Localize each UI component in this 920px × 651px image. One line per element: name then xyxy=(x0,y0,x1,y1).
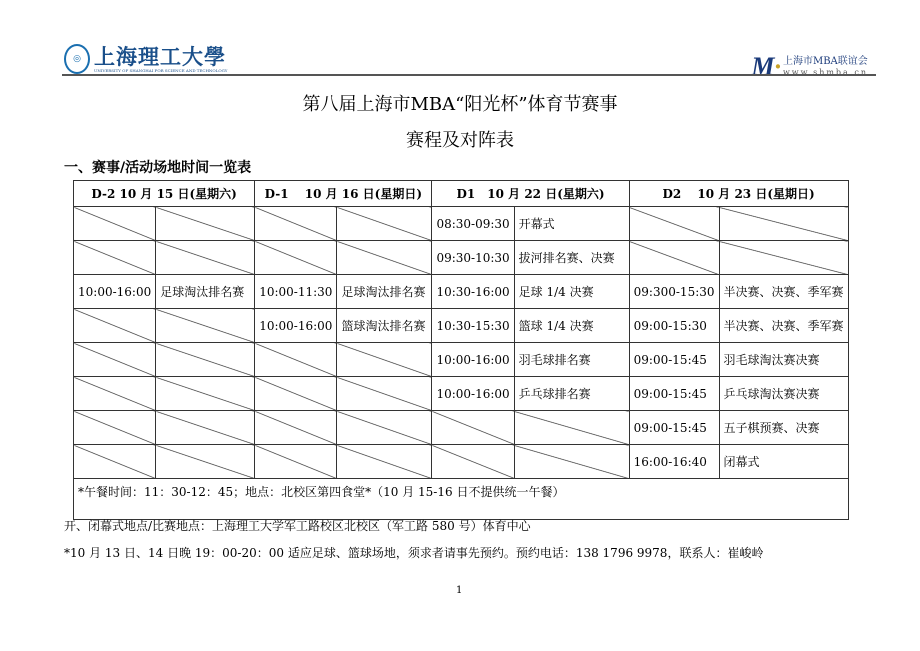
table-row xyxy=(74,343,849,377)
time-cell: 10:30-16:00 xyxy=(432,275,514,309)
university-logo xyxy=(64,44,227,74)
empty-cell xyxy=(255,411,337,445)
table-row xyxy=(74,411,849,445)
event-cell: 羽毛球淘汰赛决赛 xyxy=(719,343,848,377)
time-cell: 08:30-09:30 xyxy=(432,207,514,241)
page-title: 第八届上海市MBA“阳光杯”体育节赛事 xyxy=(302,94,618,115)
time-cell: 09:00-15:45 xyxy=(629,411,719,445)
booking-note: *10 月 13 日、14 日晚 19：00-20：00 适应足球、篮球场地，须求者请事先预约。预约电话：138 1796 9978，联系人：崔峻岭 xyxy=(64,546,764,560)
empty-cell xyxy=(255,377,337,411)
table-row xyxy=(74,241,849,275)
university-name: 上海理工大學 xyxy=(94,43,226,69)
event-cell: 足球淘汰排名赛 xyxy=(337,275,432,309)
event-cell: 乒乓球淘汰赛决赛 xyxy=(719,377,848,411)
time-cell: 10:30-15:30 xyxy=(432,309,514,343)
empty-cell xyxy=(255,445,337,479)
header-divider xyxy=(62,74,876,76)
event-cell: 羽毛球排名赛 xyxy=(514,343,629,377)
empty-cell xyxy=(432,411,514,445)
empty-cell xyxy=(74,309,156,343)
time-cell: 10:00-16:00 xyxy=(432,377,514,411)
table-row xyxy=(74,445,849,479)
empty-cell xyxy=(337,241,432,275)
event-cell: 篮球 1/4 决赛 xyxy=(514,309,629,343)
empty-cell xyxy=(337,377,432,411)
empty-cell xyxy=(629,207,719,241)
university-seal-icon: ◎ xyxy=(64,44,90,74)
empty-cell xyxy=(337,207,432,241)
event-cell: 拔河排名赛、决赛 xyxy=(514,241,629,275)
table-row xyxy=(74,377,849,411)
event-cell: 半决赛、决赛、季军赛 xyxy=(719,309,848,343)
time-cell: 10:00-11:30 xyxy=(255,275,337,309)
empty-cell xyxy=(432,445,514,479)
empty-cell xyxy=(74,241,156,275)
section-heading: 一、赛事/活动场地时间一览表 xyxy=(64,160,252,176)
empty-cell xyxy=(74,445,156,479)
footnote-row xyxy=(74,479,849,520)
empty-cell xyxy=(156,309,255,343)
mba-union-logo xyxy=(751,52,868,82)
venue-note: 开、闭幕式地点/比赛地点：上海理工大学军工路校区北校区（军工路 580 号）体育中心 xyxy=(64,519,531,533)
time-cell: 10:00-16:00 xyxy=(74,275,156,309)
empty-cell xyxy=(74,411,156,445)
empty-cell xyxy=(156,445,255,479)
empty-cell xyxy=(74,343,156,377)
empty-cell xyxy=(74,207,156,241)
time-cell: 09:00-15:45 xyxy=(629,377,719,411)
time-cell: 09:00-15:30 xyxy=(629,309,719,343)
empty-cell xyxy=(156,241,255,275)
union-name: 上海市MBA联谊会 xyxy=(782,56,868,67)
university-subtitle: UNIVERSITY OF SHANGHAI FOR SCIENCE AND TECHNOLOGY xyxy=(94,67,228,73)
event-cell: 乒乓球排名赛 xyxy=(514,377,629,411)
empty-cell xyxy=(156,207,255,241)
page-number: 1 xyxy=(456,585,463,596)
time-cell: 09:00-15:45 xyxy=(629,343,719,377)
empty-cell xyxy=(156,411,255,445)
time-cell: 09:30-10:30 xyxy=(432,241,514,275)
time-cell: 09:300-15:30 xyxy=(629,275,719,309)
empty-cell xyxy=(337,445,432,479)
empty-cell xyxy=(156,377,255,411)
empty-cell xyxy=(74,377,156,411)
event-cell: 开幕式 xyxy=(514,207,629,241)
time-cell: 10:00-16:00 xyxy=(255,309,337,343)
header-d1: D1 10 月 22 日(星期六) xyxy=(432,181,629,207)
empty-cell xyxy=(629,241,719,275)
table-header-row xyxy=(74,181,849,207)
empty-cell xyxy=(719,241,848,275)
empty-cell xyxy=(514,445,629,479)
header-d2: D2 10 月 23 日(星期日) xyxy=(629,181,848,207)
empty-cell xyxy=(255,241,337,275)
table-row xyxy=(74,275,849,309)
event-cell: 足球淘汰排名赛 xyxy=(156,275,255,309)
lunch-footnote: *午餐时间：11：30-12：45；地点：北校区第四食堂*（10 月 15-16 日不提供统一午餐） xyxy=(74,479,849,520)
event-cell: 半决赛、决赛、季军赛 xyxy=(719,275,848,309)
empty-cell xyxy=(337,411,432,445)
union-url: www.shmba.cn xyxy=(782,68,868,77)
empty-cell xyxy=(719,207,848,241)
header-d-2: D-2 10 月 15 日(星期六) xyxy=(74,181,255,207)
m-logo-icon: M· xyxy=(751,52,781,81)
empty-cell xyxy=(255,343,337,377)
time-cell: 16:00-16:40 xyxy=(629,445,719,479)
schedule-table xyxy=(73,180,849,520)
empty-cell xyxy=(255,207,337,241)
table-row xyxy=(74,309,849,343)
event-cell: 闭幕式 xyxy=(719,445,848,479)
empty-cell xyxy=(337,343,432,377)
event-cell: 足球 1/4 决赛 xyxy=(514,275,629,309)
empty-cell xyxy=(156,343,255,377)
table-row xyxy=(74,207,849,241)
time-cell: 10:00-16:00 xyxy=(432,343,514,377)
event-cell: 五子棋预赛、决赛 xyxy=(719,411,848,445)
page-subtitle: 赛程及对阵表 xyxy=(406,130,514,151)
empty-cell xyxy=(514,411,629,445)
header-d-1: D-1 10 月 16 日(星期日) xyxy=(255,181,432,207)
event-cell: 篮球淘汰排名赛 xyxy=(337,309,432,343)
